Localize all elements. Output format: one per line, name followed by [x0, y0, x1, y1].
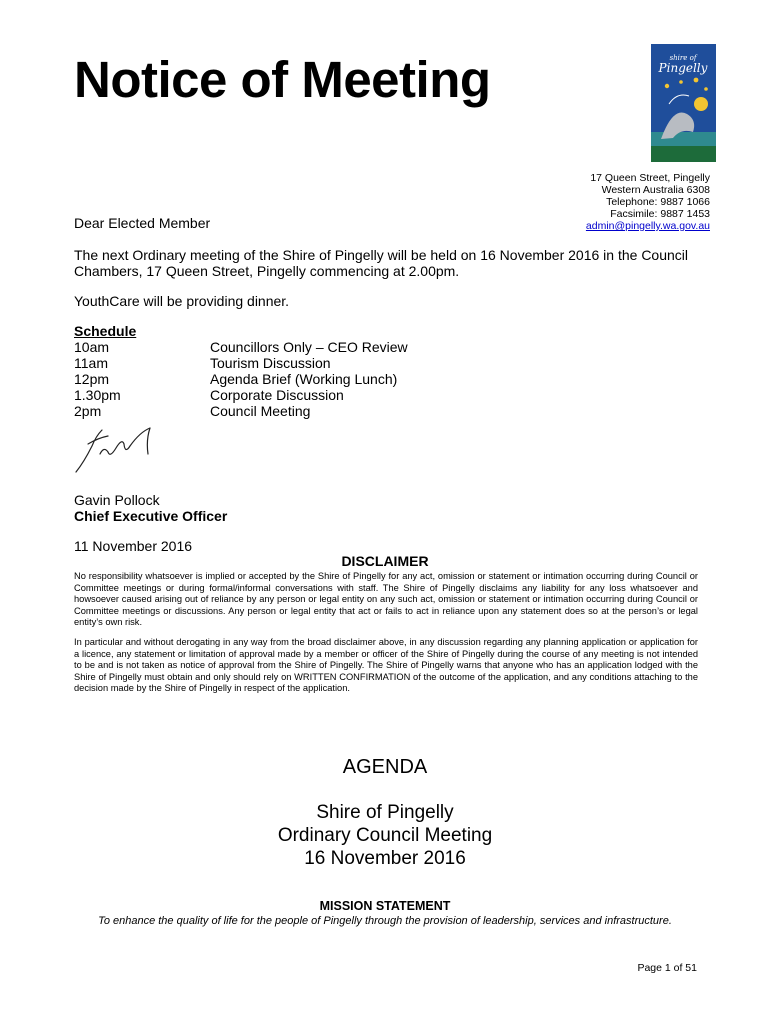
page-number: Page 1 of 51 — [637, 962, 697, 974]
schedule-time: 10am — [74, 339, 110, 355]
page-title: Notice of Meeting — [74, 51, 491, 108]
schedule-row — [74, 371, 408, 387]
agenda-heading: AGENDA — [342, 756, 428, 778]
shire-logo-icon — [651, 44, 716, 162]
schedule-row — [74, 355, 408, 371]
address-telephone: Telephone: 9887 1066 — [606, 196, 710, 208]
schedule-event: Councillors Only – CEO Review — [210, 339, 408, 355]
intro-paragraph: The next Ordinary meeting of the Shire of Pingelly will be held on 16 November 2016 in the Council Chambers, 17 Queen Street, Pingelly commencing at 2.00pm. — [74, 247, 689, 279]
schedule-time: 2pm — [74, 403, 102, 419]
address-facsimile: Facsimile: 9887 1453 — [610, 208, 710, 220]
email-link[interactable]: admin@pingelly.wa.gov.au — [585, 220, 710, 232]
shire-logo — [651, 44, 716, 162]
schedule-event: Corporate Discussion — [210, 387, 344, 403]
schedule-event: Tourism Discussion — [210, 355, 331, 371]
signer-role: Chief Executive Officer — [74, 508, 228, 524]
schedule-row — [74, 339, 408, 355]
address-street: 17 Queen Street, Pingelly — [590, 172, 710, 184]
schedule-row — [74, 387, 408, 403]
schedule-event: Council Meeting — [210, 403, 311, 419]
signer-block — [74, 492, 227, 524]
disclaimer-heading: DISCLAIMER — [341, 553, 429, 569]
agenda-meeting-type: Ordinary Council Meeting — [277, 825, 493, 846]
mission-heading: MISSION STATEMENT — [319, 899, 451, 913]
schedule-event: Agenda Brief (Working Lunch) — [210, 371, 398, 387]
council-address — [586, 172, 710, 232]
schedule — [74, 323, 408, 419]
salutation: Dear Elected Member — [74, 215, 211, 231]
schedule-time: 11am — [74, 355, 108, 371]
agenda-meeting-info — [0, 801, 770, 870]
schedule-heading: Schedule — [74, 323, 137, 339]
signer-name: Gavin Pollock — [74, 492, 160, 508]
svg-text:Pingelly: Pingelly — [658, 61, 708, 75]
dinner-note: YouthCare will be providing dinner. — [74, 293, 290, 309]
svg-text:shire of: shire of — [669, 54, 697, 62]
disclaimer-paragraph-2: In particular and without derogating in any way from the broad disclaimer above, in any discussion regarding any planning application or application for a licence, any statement or limitation of approval made by a member or officer of the Shire of Pingelly during the course of any meeting is not intended to be and is not taken as notice of approval from the Shire of Pingelly. The Shire of Pingelly warns that anyone who has an application lodged with the Shire of Pingelly must obtain and only should rely on WRITTEN CONFIRMATION of the outcome of the application, and any conditions attaching to the decision made by the Shire of Pingelly in respect of the application. — [74, 637, 698, 693]
disclaimer-paragraph-1: No responsibility whatsoever is implied or accepted by the Shire of Pingelly for any act, omission or statement or intimation occurring during Council or Committee meetings or during formal/informal conversations with staff. The Shire of Pingelly disclaims any liability for any loss whatsoever and howsoever caused arising out of reliance by any person or legal entity on any such act, omission or statement or intimation occurring during Council or Committee meetings or discussions. Any person or legal entity that act or fails to act in reliance upon any statement does so at the person’s or legal entity’s own risk. — [74, 571, 698, 627]
agenda-meeting-date: 16 November 2016 — [304, 848, 466, 869]
schedule-time: 12pm — [74, 371, 110, 387]
schedule-time: 1.30pm — [74, 387, 121, 403]
agenda-shire-name: Shire of Pingelly — [316, 802, 454, 823]
mission-text: To enhance the quality of life for the people of Pingelly through the provision of leadership, services and infrastructure. — [98, 915, 672, 927]
schedule-row — [74, 403, 408, 419]
address-state: Western Australia 6308 — [601, 184, 710, 196]
signature-icon — [70, 424, 165, 479]
signature — [70, 424, 165, 479]
notice-date: 11 November 2016 — [74, 538, 193, 554]
